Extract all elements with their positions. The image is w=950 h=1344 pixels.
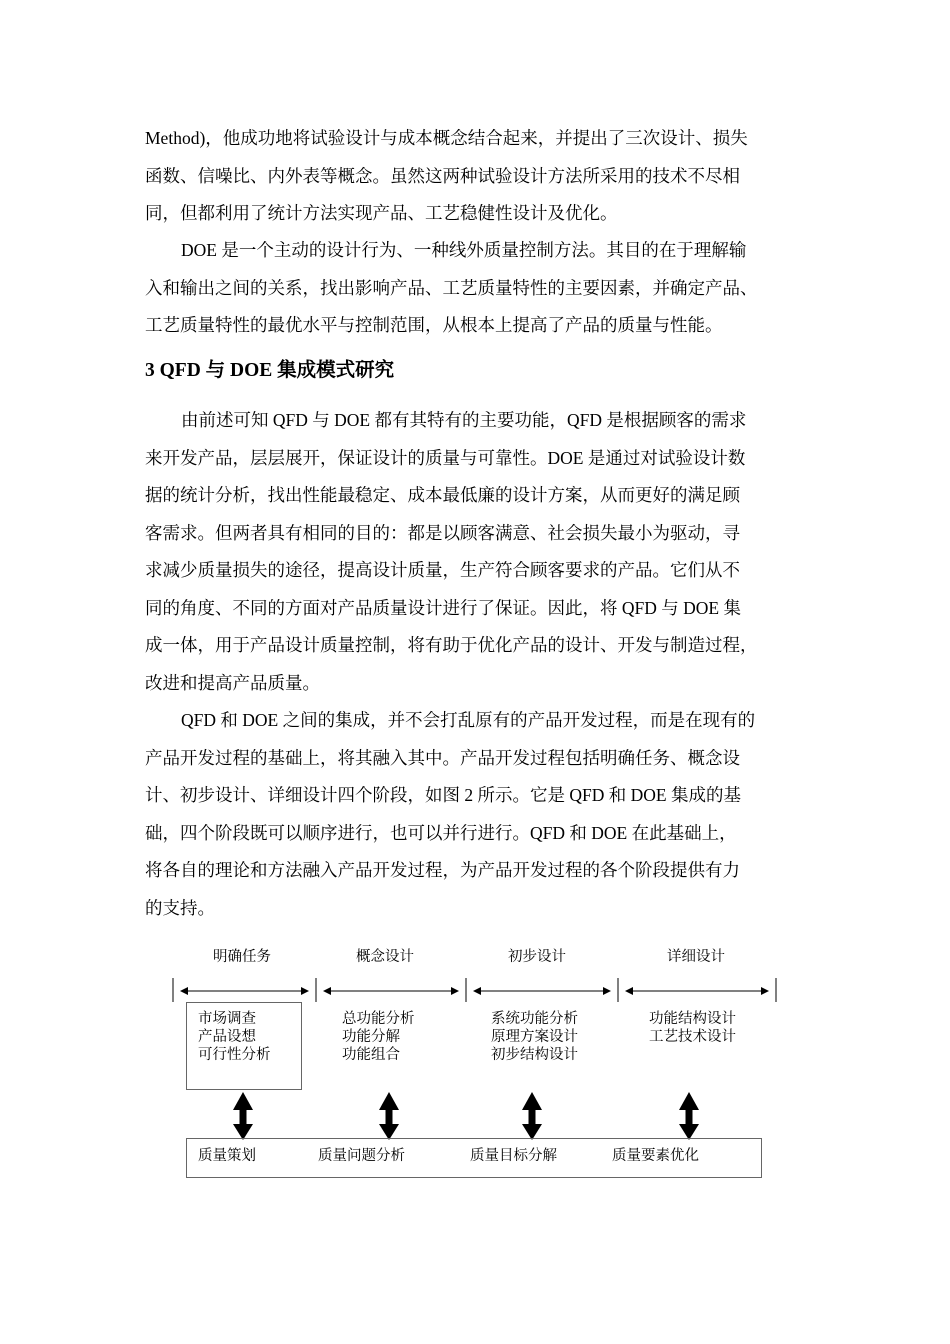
stage-item: 工艺技术设计 [649, 1029, 736, 1045]
text-line: 础，四个阶段既可以顺序进行，也可以并行进行。QFD 和 DOE 在此基础上， [145, 822, 737, 843]
double-arrow-icon [233, 1092, 253, 1140]
quality-item: 质量要素优化 [612, 1148, 699, 1164]
stage-item: 初步结构设计 [491, 1047, 578, 1063]
text-line: 将各自的理论和方法融入产品开发过程，为产品开发过程的各个阶段提供有力 [145, 860, 740, 880]
stage-items [491, 1010, 578, 1064]
text-line: 函数、信噪比、内外表等概念。虽然这两种试验设计方法所采用的技术不尽相 [145, 165, 740, 186]
text-line: 据的统计分析，找出性能最稳定、成本最低廉的设计方案，从而更好的满足顾 [145, 485, 740, 505]
quality-item: 质量问题分析 [318, 1148, 405, 1164]
double-arrow-icon [679, 1092, 699, 1140]
text-line: DOE 是一个主动的设计行为、一种线外质量控制方法。其目的在于理解输 [181, 240, 747, 260]
stage-items [342, 1010, 415, 1064]
paragraph-4 [145, 702, 825, 927]
text-line: 工艺质量特性的最优水平与控制范围，从根本上提高了产品的质量与性能。 [145, 315, 723, 335]
text-line: 的支持。 [145, 897, 215, 918]
text-line: 同的角度、不同的方面对产品质量设计进行了保证。因此，将 QFD 与 DOE 集 [145, 597, 741, 618]
stage-item: 总功能分析 [342, 1011, 415, 1027]
development-process-diagram [165, 940, 785, 1185]
quality-item: 质量策划 [198, 1148, 256, 1164]
text-line: 改进和提高产品质量。 [145, 672, 320, 693]
stage-item: 功能分解 [342, 1029, 400, 1045]
stage-label: 明确任务 [213, 949, 271, 965]
section-heading: 3 QFD 与 DOE 集成模式研究 [145, 360, 395, 381]
text-line: 求减少质量损失的途径，提高设计质量，生产符合顾客要求的产品。它们从不 [145, 560, 740, 580]
link-arrows [233, 1092, 699, 1140]
stage-item: 系统功能分析 [491, 1011, 578, 1027]
text-line: QFD 和 DOE 之间的集成，并不会打乱原有的产品开发过程，而是在现有的 [181, 710, 756, 730]
stage-label: 初步设计 [508, 949, 566, 965]
text-line: 同，但都利用了统计方法实现产品、工艺稳健性设计及优化。 [145, 203, 618, 223]
stage-item: 可行性分析 [198, 1047, 271, 1063]
double-arrow-icon [379, 1092, 399, 1140]
text-line: 入和输出之间的关系，找出影响产品、工艺质量特性的主要因素，并确定产品、 [145, 277, 758, 298]
stage-item: 产品设想 [198, 1029, 256, 1045]
stage-item: 功能结构设计 [649, 1011, 736, 1027]
stage-label: 详细设计 [667, 949, 725, 965]
paragraph-1 [145, 120, 825, 233]
text-line: 客需求。但两者具有相同的目的：都是以顾客满意、社会损失最小为驱动，寻 [145, 522, 740, 543]
paragraph-3 [145, 402, 825, 702]
stage-item: 市场调查 [198, 1011, 256, 1027]
stage-items [198, 1010, 271, 1064]
text-line: 来开发产品，层层展开，保证设计的质量与可靠性。DOE 是通过对试验设计数 [145, 447, 746, 468]
stage-items [649, 1010, 736, 1046]
text-line: 由前述可知 QFD 与 DOE 都有其特有的主要功能，QFD 是根据顾客的需求 [181, 410, 747, 430]
stage-label: 概念设计 [356, 949, 414, 965]
timeline-ticks [173, 978, 776, 1002]
text-line: 计、初步设计、详细设计四个阶段，如图 2 所示。它是 QFD 和 DOE 集成的基 [145, 785, 741, 805]
paragraph-2 [145, 232, 825, 345]
quality-item: 质量目标分解 [470, 1148, 557, 1164]
stage-item: 功能组合 [342, 1047, 400, 1063]
text-line: 成一体，用于产品设计质量控制，将有助于优化产品的设计、开发与制造过程， [145, 635, 758, 655]
double-arrow-icon [522, 1092, 542, 1140]
stage-item: 原理方案设计 [491, 1029, 578, 1045]
text-line: 产品开发过程的基础上，将其融入其中。产品开发过程包括明确任务、概念设 [145, 747, 740, 768]
text-line: Method)，他成功地将试验设计与成本概念结合起来，并提出了三次设计、损失 [145, 128, 748, 148]
